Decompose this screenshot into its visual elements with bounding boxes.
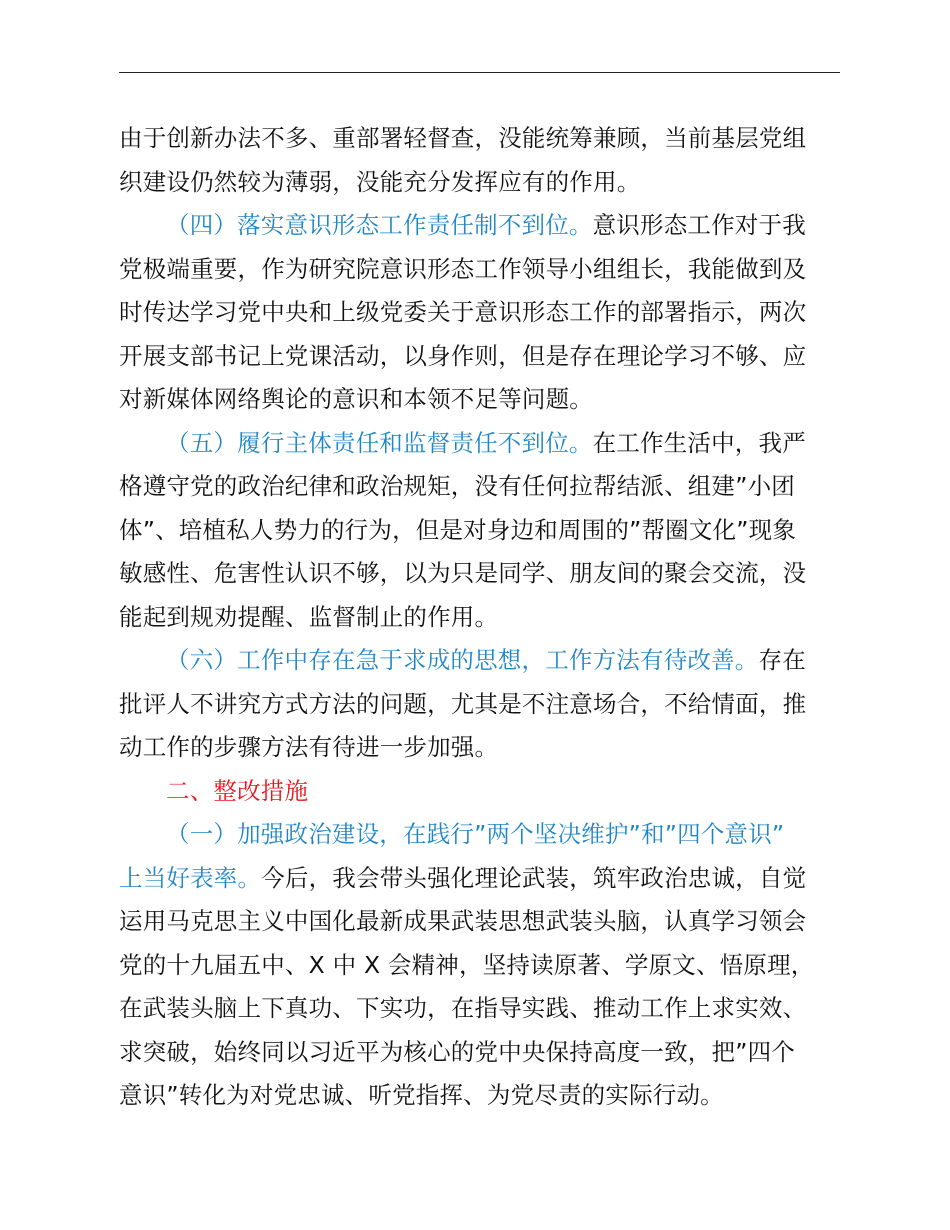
body-text: 开展支部书记上党课活动，以身作则，但是存在理论学习不够、应 xyxy=(119,341,807,370)
body-text: 格遵守党的政治纪律和政治规矩，没有任何拉帮结派、组建”小团 xyxy=(119,472,795,500)
body-text: 党的十九届五中、X 中 X 会精神，坚持读原著、学原文、悟原理， xyxy=(119,950,815,979)
section-heading: （四）落实意识形态工作责任制不到位。 xyxy=(166,211,593,239)
text-line xyxy=(119,813,841,857)
text-line xyxy=(119,900,841,944)
body-text: 能起到规劝提醒、监督制止的作用。 xyxy=(119,602,499,631)
text-line xyxy=(119,596,841,640)
section-heading: （五）履行主体责任和监督责任不到位。 xyxy=(166,428,593,457)
text-line xyxy=(119,465,841,509)
text-line xyxy=(119,291,841,335)
body-text: 时传达学习党中央和上级党委关于意识形态工作的部署指示，两次 xyxy=(119,298,807,326)
body-text: 动工作的步骤方法有待进一步加强。 xyxy=(119,733,499,761)
section-heading: （六）工作中存在急于求成的思想，工作方法有待改善。 xyxy=(166,646,759,674)
section-heading: 上当好表率。 xyxy=(119,863,262,892)
text-line xyxy=(119,770,841,814)
text-line xyxy=(119,378,841,422)
text-line xyxy=(119,639,841,683)
section-heading: （一）加强政治建设，在践行”两个坚决维护”和”四个意识” xyxy=(166,820,785,848)
text-line xyxy=(119,248,841,292)
body-text: 织建设仍然较为薄弱，没能充分发挥应有的作用。 xyxy=(119,167,641,196)
text-line xyxy=(119,987,841,1031)
body-text: 存在 xyxy=(758,646,806,674)
body-text: 批评人不讲究方式方法的问题，尤其是不注意场合，不给情面，推 xyxy=(119,689,807,718)
text-line xyxy=(119,857,841,901)
body-text: 党极端重要，作为研究院意识形态工作领导小组组长，我能做到及 xyxy=(119,254,807,283)
text-line xyxy=(119,726,841,770)
text-line xyxy=(119,1031,841,1075)
body-text: 体”、培植私人势力的行为，但是对身边和周围的”帮圈文化”现象 xyxy=(119,515,797,544)
document-body xyxy=(119,117,841,1118)
text-line xyxy=(119,552,841,596)
text-line xyxy=(119,335,841,379)
body-text: 运用马克思主义中国化最新成果武装思想武装头脑，认真学习领会 xyxy=(119,907,807,935)
text-line xyxy=(119,944,841,988)
body-text: 由于创新办法不多、重部署轻督查，没能统筹兼顾，当前基层党组 xyxy=(119,124,807,152)
text-line xyxy=(119,683,841,727)
body-text: 对新媒体网络舆论的意识和本领不足等问题。 xyxy=(119,385,593,413)
body-text: 求突破，始终同以习近平为核心的党中央保持高度一致，把”四个 xyxy=(119,1037,795,1066)
text-line xyxy=(119,161,841,205)
text-line xyxy=(119,509,841,553)
body-text: 在武装头脑上下真功、下实功，在指导实践、推动工作上求实效、 xyxy=(119,994,807,1022)
part-heading: 二、整改措施 xyxy=(166,776,309,805)
text-line xyxy=(119,422,841,466)
header-rule xyxy=(119,72,840,73)
body-text: 意识形态工作对于我 xyxy=(592,211,806,239)
text-line xyxy=(119,117,841,161)
text-line xyxy=(119,1074,841,1118)
body-text: 敏感性、危害性认识不够，以为只是同学、朋友间的聚会交流，没 xyxy=(119,559,807,587)
body-text: 在工作生活中，我严 xyxy=(592,428,806,457)
body-text: 今后，我会带头强化理论武装，筑牢政治忠诚，自觉 xyxy=(261,863,807,892)
text-line xyxy=(119,204,841,248)
body-text: 意识”转化为对党忠诚、听党指挥、为党尽责的实际行动。 xyxy=(119,1081,724,1109)
